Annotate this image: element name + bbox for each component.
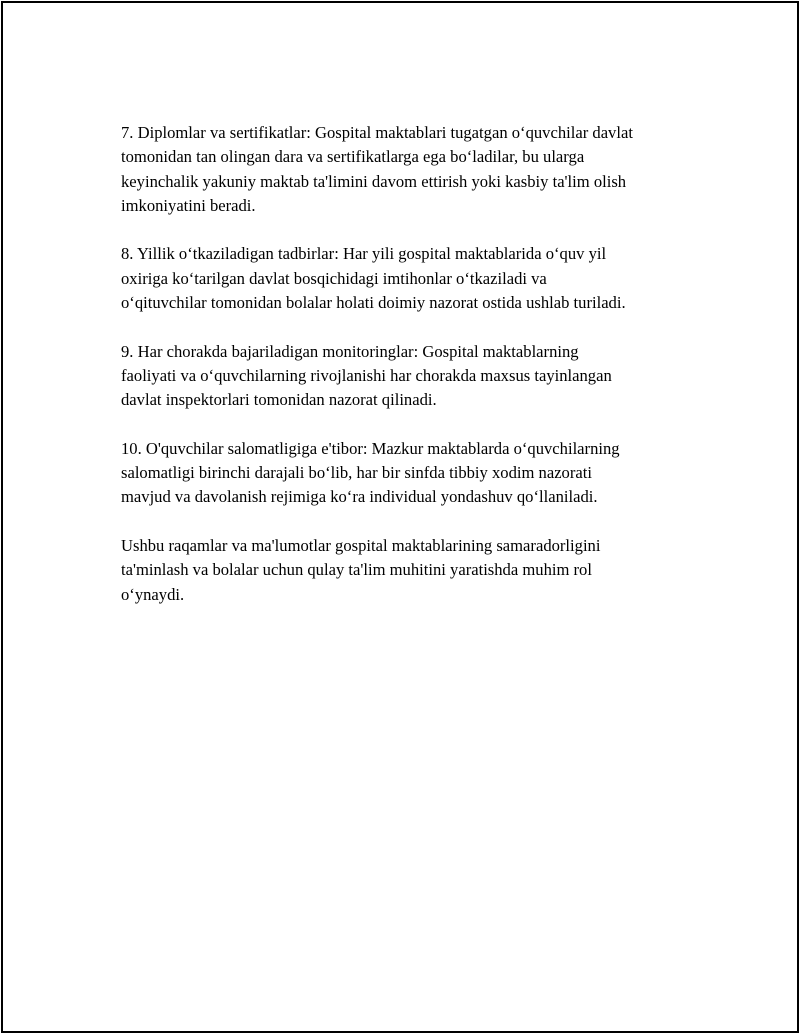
paragraph-student-health bbox=[121, 437, 701, 510]
document-body bbox=[121, 121, 701, 631]
text-line: faoliyati va o‘quvchilarning rivojlanishi har chorakda maxsus tayinlangan bbox=[121, 365, 612, 385]
text-line: salomatligi birinchi darajali bo‘lib, har bir sinfda tibbiy xodim nazorati bbox=[121, 463, 592, 483]
text-line: keyinchalik yakuniy maktab ta'limini davom ettirish yoki kasbiy ta'lim olish bbox=[121, 171, 627, 191]
text-line: mavjud va davolanish rejimiga ko‘ra individual yondashuv qo‘llaniladi. bbox=[121, 487, 598, 507]
text-line: oxiriga ko‘tarilgan davlat bosqichidagi imtihonlar o‘tkaziladi va bbox=[121, 268, 547, 288]
page-frame bbox=[1, 1, 799, 1033]
text-line: 7. Diplomlar va sertifikatlar: Gospital maktablari tugatgan o‘quvchilar davlat bbox=[121, 123, 633, 142]
text-line: davlat inspektorlari tomonidan nazorat qilinadi. bbox=[121, 390, 437, 410]
text-line: o‘ynaydi. bbox=[121, 584, 185, 604]
text-line: 9. Har chorakda bajariladigan monitoringlar: Gospital maktablarning bbox=[121, 341, 579, 361]
paragraph-annual-events bbox=[121, 242, 701, 315]
paragraph-quarterly-monitoring bbox=[121, 340, 701, 413]
text-line: tomonidan tan olingan dara va sertifikatlarga ega bo‘ladilar, bu ularga bbox=[121, 147, 585, 167]
text-line: ta'minlash va bolalar uchun qulay ta'lim muhitini yaratishda muhim rol bbox=[121, 560, 592, 580]
paragraph-conclusion bbox=[121, 534, 701, 607]
text-line: imkoniyatini beradi. bbox=[121, 195, 256, 215]
text-line: o‘qituvchilar tomonidan bolalar holati doimiy nazorat ostida ushlab turiladi. bbox=[121, 293, 626, 313]
text-line: 10. O'quvchilar salomatligiga e'tibor: Mazkur maktablarda o‘quvchilarning bbox=[121, 438, 620, 458]
text-line: 8. Yillik o‘tkaziladigan tadbirlar: Har yili gospital maktablarida o‘quv yil bbox=[121, 244, 607, 264]
text-line: Ushbu raqamlar va ma'lumotlar gospital maktablarining samaradorligini bbox=[121, 536, 601, 556]
paragraph-diplomas bbox=[121, 121, 701, 218]
